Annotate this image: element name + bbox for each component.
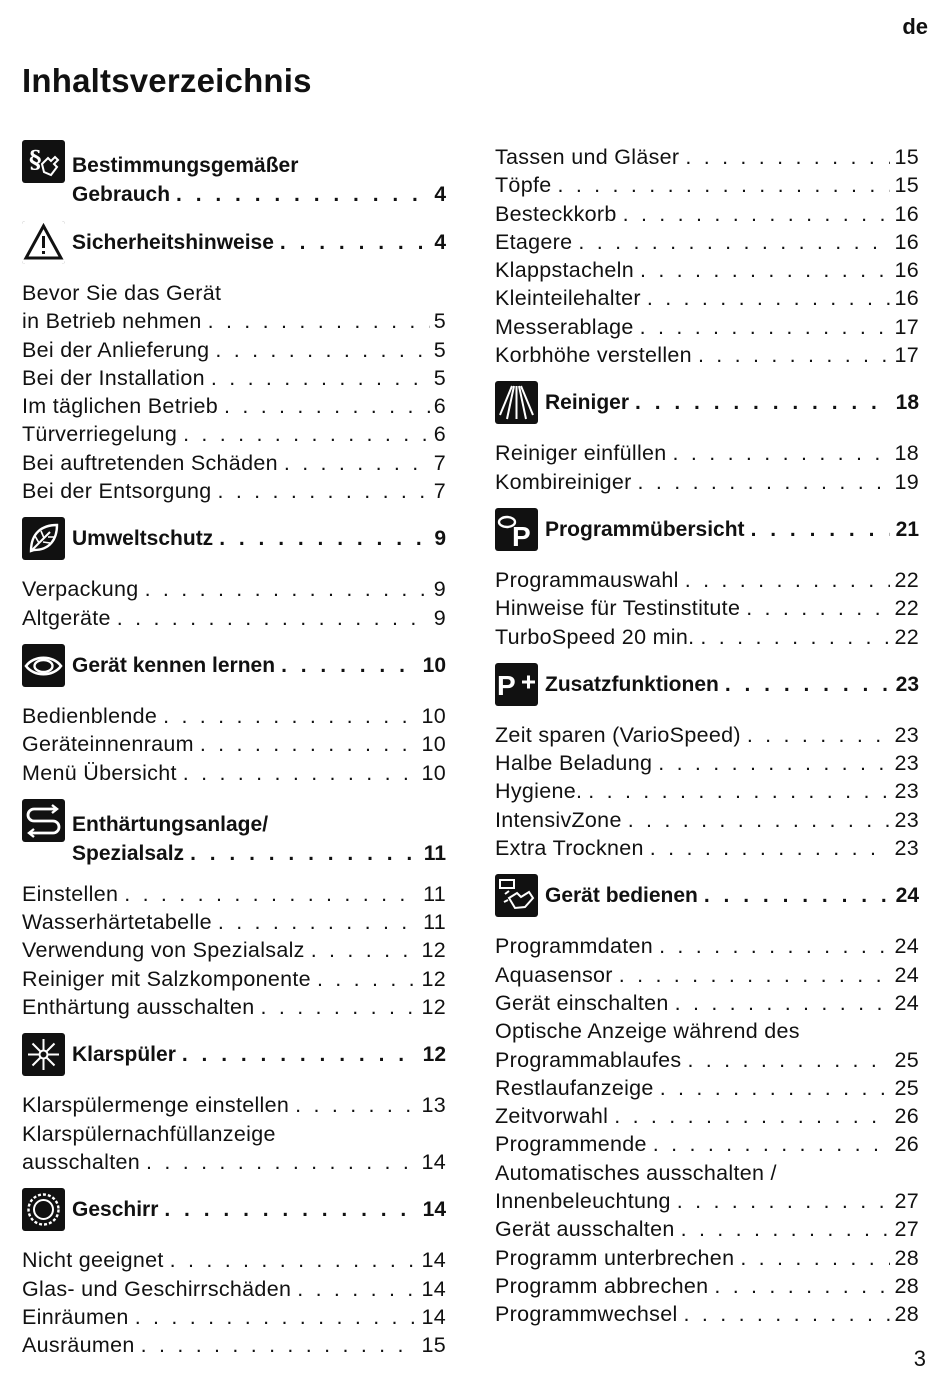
toc-item-entry[interactable] — [495, 1017, 919, 1074]
toc-item-entry[interactable] — [495, 1074, 919, 1102]
entry-page-number: 9 — [434, 527, 446, 551]
toc-item-entry[interactable] — [495, 171, 919, 199]
toc-item-entry[interactable] — [495, 284, 919, 312]
toc-item-entry[interactable] — [495, 623, 919, 651]
entry-title-line: Bevor Sie das Gerät — [22, 281, 222, 305]
language-code: de — [902, 14, 928, 39]
entry-title-line: Enthärtungsanlage/ — [72, 812, 269, 836]
dot-leader — [280, 228, 428, 257]
entry-page-number: 24 — [895, 884, 919, 908]
toc-section-entry[interactable] — [22, 140, 446, 209]
entry-page-number: 17 — [894, 314, 919, 339]
dot-leader — [628, 806, 891, 834]
entry-page-number: 25 — [894, 1075, 919, 1100]
entry-page-number: 7 — [433, 450, 446, 475]
entry-page-number: 12 — [421, 995, 446, 1020]
entry-title: Messerablage — [495, 314, 634, 339]
dot-leader — [215, 336, 429, 364]
entry-page-number: 9 — [433, 577, 446, 602]
entry-title: Aquasensor — [495, 962, 613, 987]
entry-title: Hygiene. — [495, 779, 583, 804]
entry-title: Gerät einschalten — [495, 990, 669, 1015]
entry-title: Tassen und Gläser — [495, 145, 680, 169]
entry-page-number: 10 — [422, 653, 446, 677]
entry-page-number: 4 — [434, 183, 446, 206]
entry-title: Programmwechsel — [495, 1302, 678, 1327]
entry-title: Reiniger — [545, 391, 630, 415]
dot-leader — [675, 989, 891, 1017]
p-plus-icon — [495, 663, 538, 706]
toc-item-entry[interactable] — [495, 1215, 919, 1243]
toc-item-entry[interactable] — [22, 759, 446, 787]
rinse-aid-sparkle-icon — [22, 1033, 65, 1076]
dot-leader — [677, 1187, 891, 1215]
entry-title: Reiniger mit Salzkomponente — [22, 966, 311, 991]
entry-page-number: 28 — [894, 1302, 919, 1327]
toc-section-entry[interactable] — [495, 508, 919, 552]
dot-leader — [578, 228, 890, 256]
entry-title: IntensivZone — [495, 807, 622, 832]
entry-title: Wasserhärtetabelle — [22, 910, 212, 935]
dot-leader — [698, 341, 891, 369]
entry-page-number: 27 — [894, 1217, 919, 1242]
dot-leader — [725, 670, 890, 699]
dot-leader — [740, 1244, 890, 1272]
entry-title: Bei auftretenden Schäden — [22, 450, 278, 475]
entry-title: Spezialsalz — [72, 841, 185, 865]
toc-section-entry[interactable] — [22, 1188, 446, 1232]
toc-item-entry[interactable] — [22, 993, 446, 1021]
entry-title: Gebrauch — [72, 183, 171, 206]
entry-title: Altgeräte — [22, 605, 111, 630]
toc-section-entry[interactable] — [22, 517, 446, 561]
dot-leader — [653, 1130, 891, 1158]
entry-page-number: 23 — [894, 836, 919, 861]
entry-title: Einstellen — [22, 881, 119, 906]
entry-title: Besteckkorb — [495, 201, 617, 226]
toc-section-entry[interactable] — [22, 1033, 446, 1077]
dot-leader — [261, 993, 418, 1021]
entry-page-number: 22 — [894, 596, 919, 621]
toc-item-entry[interactable] — [495, 932, 919, 960]
entry-title: Bei der Anlieferung — [22, 337, 210, 362]
operate-appliance-icon — [495, 874, 538, 917]
entry-title: Klarspüler — [72, 1043, 176, 1067]
entry-page-number: 21 — [895, 517, 919, 541]
toc-section-entry[interactable] — [22, 221, 446, 265]
toc-section-entry[interactable] — [495, 381, 919, 425]
entry-title: Klappstacheln — [495, 258, 634, 283]
entry-title: Menü Übersicht — [22, 760, 177, 785]
entry-page-number: 12 — [422, 1043, 446, 1067]
dot-leader — [281, 651, 417, 680]
entry-title: Reiniger einfüllen — [495, 441, 667, 466]
entry-title: Im täglichen Betrieb — [22, 394, 219, 419]
entry-page-number: 22 — [894, 567, 919, 592]
entry-title: Geschirr — [72, 1198, 159, 1222]
entry-title: Bei der Installation — [22, 365, 205, 390]
entry-title: Gerät bedienen — [545, 884, 698, 908]
entry-title: Korbhöhe verstellen — [495, 343, 692, 368]
entry-page-number: 15 — [421, 1333, 446, 1358]
entry-title: Geräteinnenraum — [22, 732, 194, 757]
entry-page-number: 17 — [894, 343, 919, 368]
toc-item-entry[interactable] — [495, 228, 919, 256]
entry-title: Gerät ausschalten — [495, 1217, 675, 1242]
dot-leader — [659, 932, 890, 960]
toc-item-entry[interactable] — [495, 961, 919, 989]
entry-title: Programm abbrechen — [495, 1273, 709, 1298]
entry-title: Programmübersicht — [545, 517, 745, 541]
toc-item-entry[interactable] — [495, 256, 919, 284]
entry-page-number: 25 — [894, 1047, 919, 1072]
entry-title-line: Klarspülernachfüllanzeige — [22, 1121, 276, 1146]
svg-text:P: P — [512, 520, 531, 551]
dot-leader — [124, 880, 419, 908]
toc-item-entry[interactable] — [495, 594, 919, 622]
dot-leader — [146, 1148, 417, 1176]
dot-leader — [295, 1091, 417, 1119]
dot-leader — [183, 420, 430, 448]
entry-page-number: 5 — [433, 309, 446, 334]
toc-item-entry[interactable] — [495, 439, 919, 467]
toc-item-entry[interactable] — [495, 566, 919, 594]
toc-section-entry[interactable] — [495, 663, 919, 707]
entry-title: Ausräumen — [22, 1333, 135, 1358]
dot-leader — [164, 1195, 416, 1224]
toc-item-entry[interactable] — [22, 1246, 446, 1274]
svg-text:§: § — [29, 145, 42, 174]
entry-title: TurboSpeed 20 min. — [495, 624, 695, 649]
entry-page-number: 27 — [894, 1189, 919, 1214]
entry-title: Umweltschutz — [72, 527, 214, 551]
toc-column-right — [495, 143, 919, 1329]
toc-item-entry[interactable] — [495, 1272, 919, 1300]
toc-item-entry[interactable] — [22, 364, 446, 392]
toc-item-entry[interactable] — [22, 730, 446, 758]
entry-title-line: Bestimmungsgemäßer — [72, 154, 299, 177]
dot-leader — [640, 256, 891, 284]
dot-leader — [317, 965, 418, 993]
entry-page-number: 10 — [421, 760, 446, 785]
entry-page-number: 5 — [433, 337, 446, 362]
entry-title: Türverriegelung — [22, 422, 178, 447]
entry-title: Innenbeleuchtung — [495, 1189, 671, 1214]
dot-leader — [660, 1074, 891, 1102]
entry-page-number: 16 — [894, 201, 919, 226]
dot-leader — [635, 388, 890, 417]
entry-page-number: 11 — [423, 841, 446, 865]
entry-title: Einräumen — [22, 1304, 129, 1329]
entry-title: Bedienblende — [22, 703, 158, 728]
toc-item-entry[interactable] — [22, 279, 446, 336]
program-overview-icon — [495, 508, 538, 551]
dot-leader — [700, 623, 890, 651]
dot-leader — [647, 284, 891, 312]
entry-page-number: 23 — [894, 751, 919, 776]
dot-leader — [747, 721, 891, 749]
dot-leader — [685, 566, 891, 594]
toc-item-entry[interactable] — [22, 336, 446, 364]
toc-item-entry[interactable] — [22, 1120, 446, 1177]
entry-page-number: 28 — [894, 1273, 919, 1298]
entry-title: Programmdaten — [495, 934, 654, 959]
entry-page-number: 5 — [433, 365, 446, 390]
dot-leader — [190, 839, 418, 868]
dot-leader — [614, 1102, 890, 1130]
dot-leader — [208, 307, 430, 335]
toc-section-entry[interactable] — [495, 874, 919, 918]
entry-title: Verwendung von Spezialsalz — [22, 938, 305, 963]
toc-item-entry[interactable] — [495, 806, 919, 834]
entry-page-number: 15 — [894, 173, 919, 198]
dot-leader — [297, 1275, 417, 1303]
entry-page-number: 11 — [423, 910, 446, 935]
entry-page-number: 18 — [895, 391, 919, 415]
toc-item-entry[interactable] — [495, 749, 919, 777]
dot-leader — [135, 1303, 418, 1331]
entry-page-number: 18 — [894, 441, 919, 466]
entry-page-number: 24 — [894, 962, 919, 987]
entry-page-number: 16 — [894, 286, 919, 311]
entry-page-number: 23 — [894, 779, 919, 804]
entry-page-number: 26 — [894, 1104, 919, 1129]
leaf-icon — [22, 517, 65, 560]
dot-leader — [588, 777, 890, 805]
dot-leader — [684, 1300, 891, 1328]
dot-leader — [658, 749, 890, 777]
entry-page-number: 14 — [421, 1276, 446, 1301]
entry-title: Kleinteilehalter — [495, 286, 641, 311]
toc-item-entry[interactable] — [495, 1130, 919, 1158]
toc-item-entry[interactable] — [495, 1244, 919, 1272]
toc-item-entry[interactable] — [495, 834, 919, 862]
dot-leader — [751, 515, 890, 544]
entry-page-number: 16 — [894, 229, 919, 254]
dot-leader — [681, 1215, 891, 1243]
entry-page-number: 23 — [895, 672, 919, 696]
dot-leader — [141, 1331, 418, 1359]
toc-item-entry[interactable] — [22, 420, 446, 448]
dot-leader — [217, 477, 429, 505]
toc-item-entry[interactable] — [495, 777, 919, 805]
dot-leader — [640, 313, 891, 341]
toc-item-entry[interactable] — [22, 965, 446, 993]
dot-leader — [623, 200, 891, 228]
toc-item-entry[interactable] — [22, 392, 446, 420]
dot-leader — [211, 364, 430, 392]
entry-page-number: 9 — [433, 605, 446, 630]
dot-leader — [200, 730, 418, 758]
toc-item-entry[interactable] — [495, 341, 919, 369]
toc-section-entry[interactable] — [22, 644, 446, 688]
entry-title: Zusatzfunktionen — [545, 672, 719, 696]
page-number: 3 — [913, 1346, 926, 1371]
entry-title: Extra Trocknen — [495, 836, 644, 861]
dot-leader — [685, 143, 890, 171]
dot-leader — [224, 392, 430, 420]
entry-page-number: 14 — [421, 1149, 446, 1174]
entry-title: Nicht geeignet — [22, 1248, 164, 1273]
toc-item-entry[interactable] — [22, 702, 446, 730]
toc-item-entry[interactable] — [495, 721, 919, 749]
dot-leader — [218, 908, 419, 936]
toc-item-entry[interactable] — [22, 1275, 446, 1303]
dot-leader — [219, 524, 428, 553]
toc-item-entry[interactable] — [495, 1102, 919, 1130]
entry-title: Restlaufanzeige — [495, 1075, 654, 1100]
svg-text:P: P — [497, 669, 516, 701]
detergent-spray-icon — [495, 381, 538, 424]
entry-page-number: 23 — [894, 722, 919, 747]
entry-title: Glas- und Geschirrschäden — [22, 1276, 292, 1301]
entry-page-number: 10 — [421, 732, 446, 757]
entry-page-number: 24 — [894, 990, 919, 1015]
toc-item-entry[interactable] — [495, 1159, 919, 1216]
entry-title: Klarspülermenge einstellen — [22, 1093, 290, 1118]
entry-page-number: 13 — [421, 1093, 446, 1118]
toc-section-entry[interactable] — [22, 799, 446, 868]
paragraph-hand-icon — [22, 140, 65, 183]
entry-title-line: Optische Anzeige während des — [495, 1019, 800, 1044]
entry-page-number: 14 — [421, 1304, 446, 1329]
toc-item-entry[interactable] — [22, 477, 446, 505]
entry-page-number: 12 — [421, 938, 446, 963]
dot-leader — [145, 575, 430, 603]
entry-title: Enthärtung ausschalten — [22, 995, 255, 1020]
dot-leader — [687, 1046, 890, 1074]
entry-page-number: 15 — [894, 145, 919, 169]
entry-page-number: 14 — [422, 1198, 446, 1222]
dot-leader — [650, 834, 891, 862]
dot-leader — [638, 468, 891, 496]
dot-leader — [746, 594, 890, 622]
dot-leader — [117, 604, 430, 632]
eye-icon — [22, 644, 65, 687]
entry-page-number: 6 — [433, 422, 446, 447]
entry-page-number: 7 — [433, 479, 446, 504]
entry-page-number: 22 — [894, 624, 919, 649]
entry-title: Sicherheitshinweise — [72, 231, 274, 254]
entry-title: Zeit sparen (VarioSpeed) — [495, 722, 741, 747]
entry-page-number: 24 — [894, 934, 919, 959]
water-softener-icon — [22, 799, 65, 842]
entry-title: Kombireiniger — [495, 469, 632, 494]
toc-item-entry[interactable] — [22, 1303, 446, 1331]
entry-title-line: Automatisches ausschalten / — [495, 1160, 777, 1185]
toc-column-left — [22, 140, 446, 1359]
toc-item-entry[interactable] — [22, 880, 446, 908]
toc-item-entry[interactable] — [22, 1091, 446, 1119]
entry-title: Verpackung — [22, 577, 139, 602]
entry-title: ausschalten — [22, 1149, 141, 1174]
toc-item-entry[interactable] — [495, 143, 919, 171]
page-title: Inhaltsverzeichnis — [22, 62, 312, 99]
entry-title: Töpfe — [495, 173, 552, 198]
dot-leader — [284, 449, 430, 477]
toc-item-entry[interactable] — [495, 468, 919, 496]
entry-page-number: 6 — [433, 394, 446, 419]
dot-leader — [673, 439, 891, 467]
entry-title: Etagere — [495, 229, 573, 254]
entry-title: Gerät kennen lernen — [72, 653, 276, 677]
entry-page-number: 19 — [894, 469, 919, 494]
entry-page-number: 23 — [894, 807, 919, 832]
entry-page-number: 16 — [894, 258, 919, 283]
toc-item-entry[interactable] — [495, 200, 919, 228]
entry-page-number: 4 — [434, 231, 446, 254]
entry-title: Programmende — [495, 1132, 647, 1157]
dishes-icon — [22, 1188, 65, 1231]
toc-item-entry[interactable] — [22, 449, 446, 477]
entry-title: Zeitvorwahl — [495, 1104, 609, 1129]
dot-leader — [170, 1246, 418, 1274]
toc-item-entry[interactable] — [22, 575, 446, 603]
entry-title: Programmauswahl — [495, 567, 679, 592]
toc-item-entry[interactable] — [495, 989, 919, 1017]
warning-triangle-icon — [22, 221, 65, 264]
toc-item-entry[interactable] — [495, 313, 919, 341]
entry-page-number: 10 — [421, 703, 446, 728]
entry-title: in Betrieb nehmen — [22, 309, 202, 334]
entry-page-number: 28 — [894, 1245, 919, 1270]
toc-item-entry[interactable] — [495, 1300, 919, 1328]
entry-title: Hinweise für Testinstitute — [495, 596, 741, 621]
entry-page-number: 26 — [894, 1132, 919, 1157]
toc-item-entry[interactable] — [22, 604, 446, 632]
dot-leader — [714, 1272, 890, 1300]
entry-title: Halbe Beladung — [495, 751, 653, 776]
entry-title: Programm unterbrechen — [495, 1245, 735, 1270]
entry-title: Programmablaufes — [495, 1047, 682, 1072]
dot-leader — [182, 1040, 417, 1069]
entry-page-number: 14 — [421, 1248, 446, 1273]
dot-leader — [619, 961, 891, 989]
dot-leader — [183, 759, 418, 787]
dot-leader — [704, 881, 890, 910]
entry-page-number: 11 — [423, 881, 446, 906]
dot-leader — [163, 702, 417, 730]
entry-page-number: 12 — [421, 966, 446, 991]
toc-item-entry[interactable] — [22, 936, 446, 964]
toc-item-entry[interactable] — [22, 1331, 446, 1359]
dot-leader — [311, 936, 418, 964]
entry-title: Bei der Entsorgung — [22, 479, 212, 504]
toc-item-entry[interactable] — [22, 908, 446, 936]
dot-leader — [176, 180, 428, 209]
dot-leader — [557, 171, 890, 199]
